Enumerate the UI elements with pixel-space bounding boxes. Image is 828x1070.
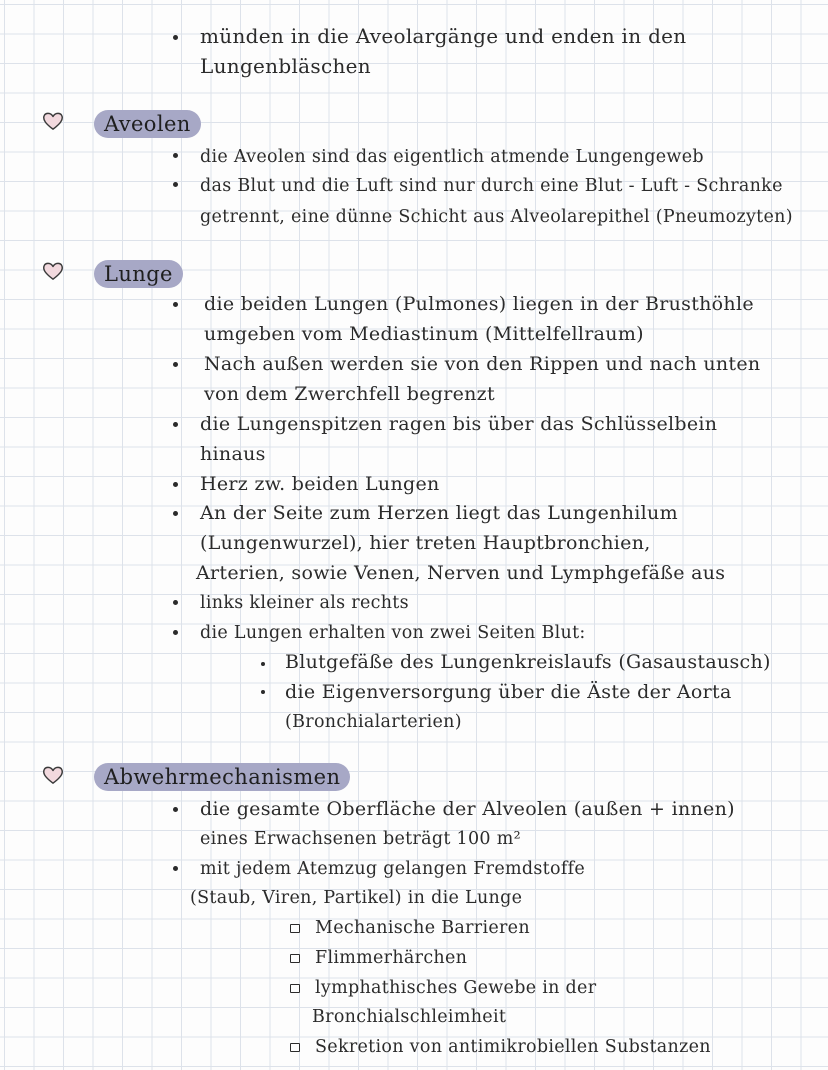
lunge-line: hinaus [200, 443, 266, 465]
bullet [173, 511, 178, 516]
heart-icon [42, 261, 64, 281]
lunge-line: Nach außen werden sie von den Rippen und nach unten [204, 353, 761, 375]
lunge-line: von dem Zwerchfell begrenzt [204, 383, 495, 405]
abwehr-line: (Staub, Viren, Partikel) in die Lunge [190, 888, 523, 908]
lunge-line: die Lungen erhalten von zwei Seiten Blut: [200, 623, 586, 643]
abwehr-line: mit jedem Atemzug gelangen Fremdstoffe [200, 859, 586, 879]
lunge-line: Arterien, sowie Venen, Nerven und Lymphgefäße aus [196, 562, 726, 584]
bullet [173, 482, 178, 487]
lunge-subline: die Eigenversorgung über die Äste der Aorta [285, 681, 732, 703]
bullet [173, 362, 178, 367]
lunge-subline: (Bronchialarterien) [285, 712, 462, 732]
checkbox-icon [290, 1043, 300, 1052]
section-title-abwehrmechanismen: Abwehrmechanismen [94, 763, 350, 791]
sub-bullet [261, 662, 265, 666]
abwehr-subline: Mechanische Barrieren [315, 918, 530, 938]
lunge-subline: Blutgefäße des Lungenkreislaufs (Gasaustausch) [285, 651, 771, 673]
abwehr-subline: Bronchialschleimheit [312, 1007, 507, 1027]
bullet [173, 630, 178, 635]
heart-icon [42, 765, 64, 785]
bullet [173, 182, 178, 187]
abwehr-subline: Sekretion von antimikrobiellen Substanzen [315, 1037, 711, 1057]
abwehr-line: eines Erwachsenen beträgt 100 m² [200, 829, 521, 849]
lunge-line: Herz zw. beiden Lungen [200, 473, 440, 495]
bullet [173, 807, 178, 812]
checkbox-icon [290, 984, 300, 993]
lunge-line: die beiden Lungen (Pulmones) liegen in der Brusthöhle [204, 293, 754, 315]
abwehr-line: die gesamte Oberfläche der Alveolen (außen + innen) [200, 798, 735, 820]
abwehr-subline: lymphathisches Gewebe in der [315, 978, 597, 998]
bullet [173, 600, 178, 605]
lunge-line: umgeben vom Mediastinum (Mittelfellraum) [204, 323, 644, 345]
checkbox-icon [290, 954, 300, 963]
intro-line: Lungenbläschen [200, 54, 371, 78]
section-title-lunge: Lunge [94, 260, 183, 288]
checkbox-icon [290, 924, 300, 933]
section-title-aveolen: Aveolen [94, 110, 201, 138]
abwehr-subline: Flimmerhärchen [315, 948, 468, 968]
lunge-line: die Lungenspitzen ragen bis über das Schlüsselbein [200, 413, 718, 435]
bullet [173, 302, 178, 307]
lunge-line: An der Seite zum Herzen liegt das Lungenhilum [200, 502, 678, 524]
lunge-line: (Lungenwurzel), hier treten Hauptbronchien, [200, 532, 651, 554]
intro-line: münden in die Aveolargänge und enden in den [200, 24, 687, 48]
heart-icon [42, 111, 64, 131]
aveolen-line: das Blut und die Luft sind nur durch eine Blut - Luft - Schranke [200, 176, 783, 196]
aveolen-line: getrennt, eine dünne Schicht aus Alveolarepithel (Pneumozyten) [200, 207, 793, 227]
lunge-line: links kleiner als rechts [200, 593, 409, 613]
bullet [173, 153, 178, 158]
bullet [173, 422, 178, 427]
bullet [173, 866, 178, 871]
aveolen-line: die Aveolen sind das eigentlich atmende Lungengeweb [200, 147, 704, 167]
sub-bullet [261, 690, 265, 694]
bullet [173, 35, 178, 40]
